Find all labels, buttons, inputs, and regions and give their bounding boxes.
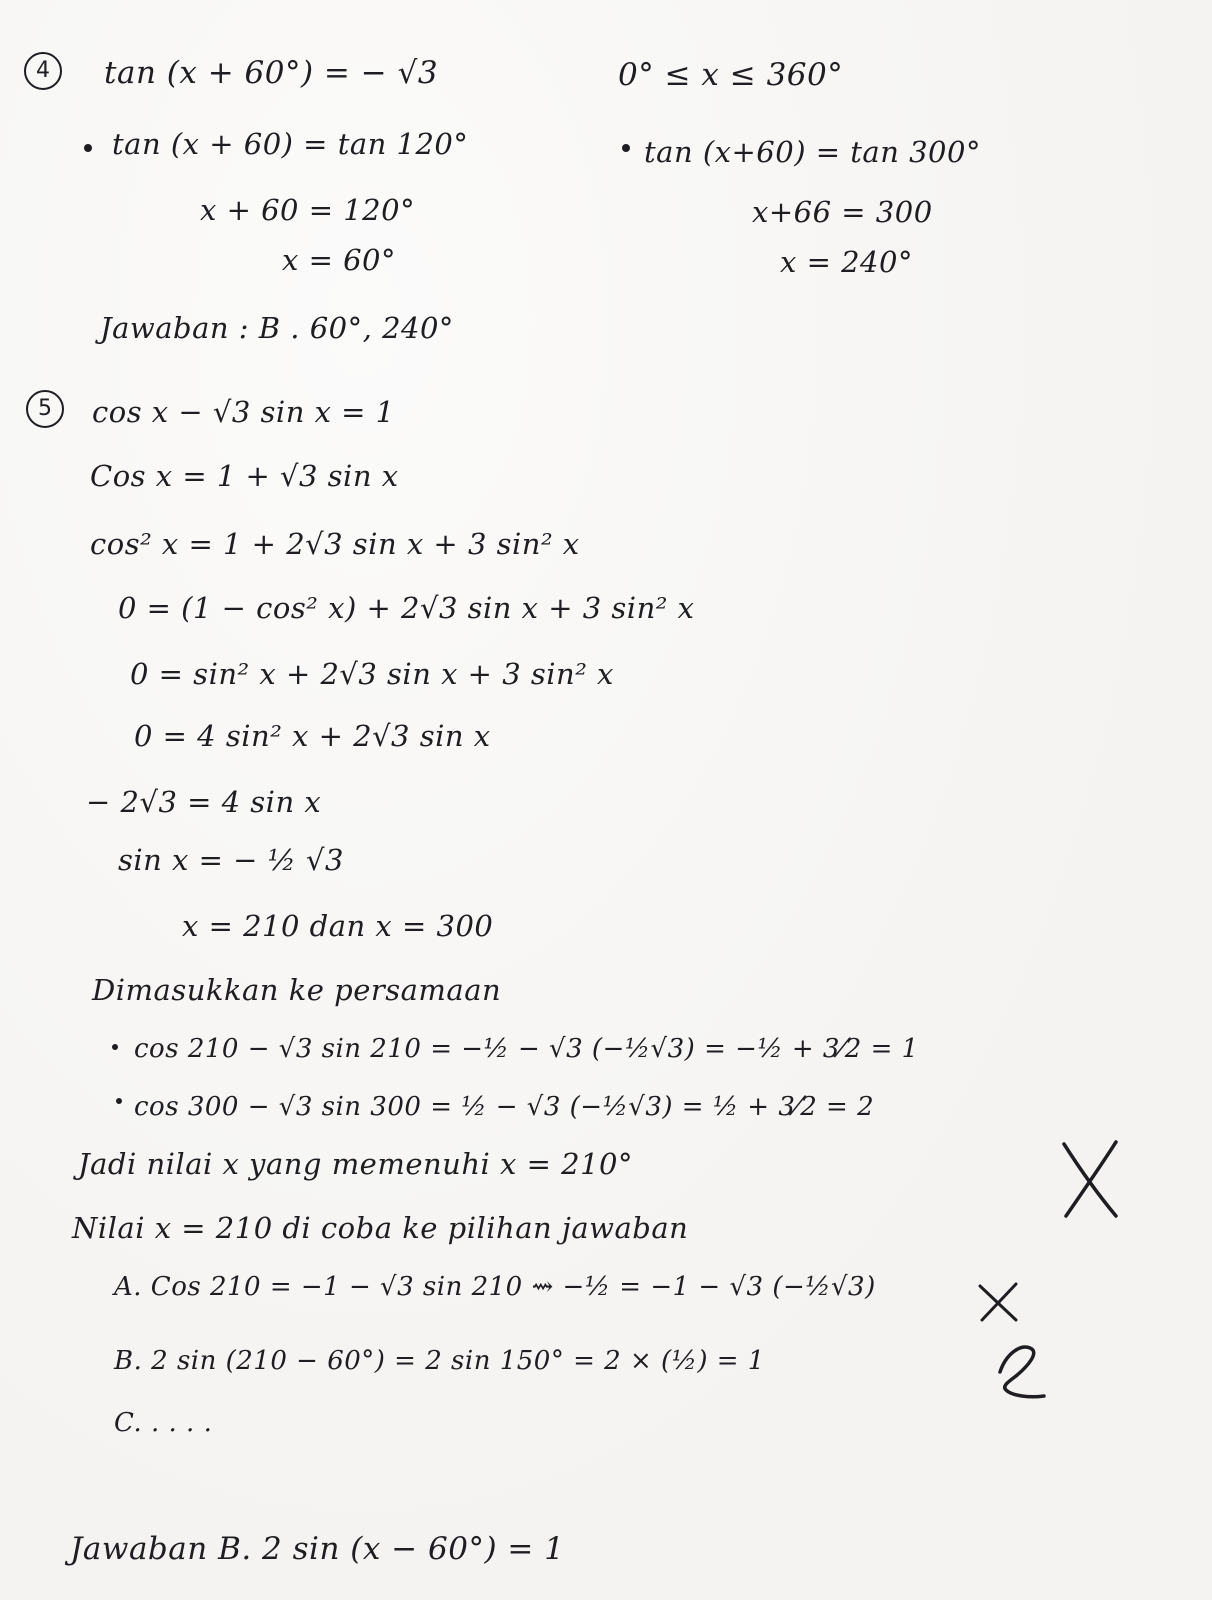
cross-mark-icon	[972, 1276, 1024, 1328]
problem-5-line-6: 0 = 4 sin² x + 2√3 sin x	[134, 719, 491, 753]
bullet-dot	[112, 1044, 118, 1050]
wrong-cross-icon	[1058, 1136, 1122, 1222]
problem-4-equation: tan (x + 60°) = − √3	[104, 55, 439, 91]
problem-5-line-2: Cos x = 1 + √3 sin x	[90, 459, 399, 493]
check-cos-210: cos 210 − √3 sin 210 = −½ − √3 (−½√3) = −½ + 3⁄2 = 1	[134, 1034, 919, 1064]
problem-5-line-1: cos x − √3 sin x = 1	[92, 395, 395, 429]
problem-4-number: 4	[24, 52, 62, 90]
option-a-check: A. Cos 210 = −1 − √3 sin 210 ⇝ −½ = −1 − √3 (−½√3)	[114, 1272, 876, 1302]
checkmark-icon	[986, 1340, 1050, 1406]
problem-5-line-8: sin x = − ½ √3	[118, 843, 344, 877]
check-cos-300: cos 300 − √3 sin 300 = ½ − √3 (−½√3) = ½ + 3⁄2 = 2	[134, 1092, 875, 1122]
problem-4-case2-line1: tan (x+60) = tan 300°	[644, 135, 981, 169]
problem-4-case2-line2: x+66 = 300	[752, 195, 933, 229]
bullet-dot	[622, 144, 630, 152]
bullet-dot	[116, 1098, 122, 1104]
try-options-line: Nilai x = 210 di coba ke pilihan jawaban	[72, 1211, 689, 1245]
problem-4-case1-line2: x + 60 = 120°	[200, 193, 416, 227]
bullet-dot	[84, 144, 92, 152]
conclusion-line: Jadi nilai x yang memenuhi x = 210°	[78, 1147, 633, 1181]
problem-4-answer: Jawaban : B . 60°, 240°	[100, 311, 454, 345]
problem-4-case1-line3: x = 60°	[282, 243, 396, 277]
substitute-heading: Dimasukkan ke persamaan	[92, 973, 502, 1007]
problem-4-case2-line3: x = 240°	[780, 245, 913, 279]
problem-5-number: 5	[26, 390, 64, 428]
problem-5-line-5: 0 = sin² x + 2√3 sin x + 3 sin² x	[130, 657, 614, 691]
problem-5-line-3: cos² x = 1 + 2√3 sin x + 3 sin² x	[90, 527, 580, 561]
option-b-check: B. 2 sin (210 − 60°) = 2 sin 150° = 2 × (½) = 1	[114, 1346, 765, 1376]
problem-5-line-9: x = 210 dan x = 300	[182, 909, 494, 943]
option-c-check: C. . . . .	[114, 1408, 213, 1438]
final-answer: Jawaban B. 2 sin (x − 60°) = 1	[70, 1531, 565, 1567]
problem-4-case1-line1: tan (x + 60) = tan 120°	[112, 127, 469, 161]
problem-4-domain: 0° ≤ x ≤ 360°	[618, 57, 844, 93]
problem-5-line-7: − 2√3 = 4 sin x	[86, 785, 322, 819]
problem-5-line-4: 0 = (1 − cos² x) + 2√3 sin x + 3 sin² x	[118, 591, 695, 625]
